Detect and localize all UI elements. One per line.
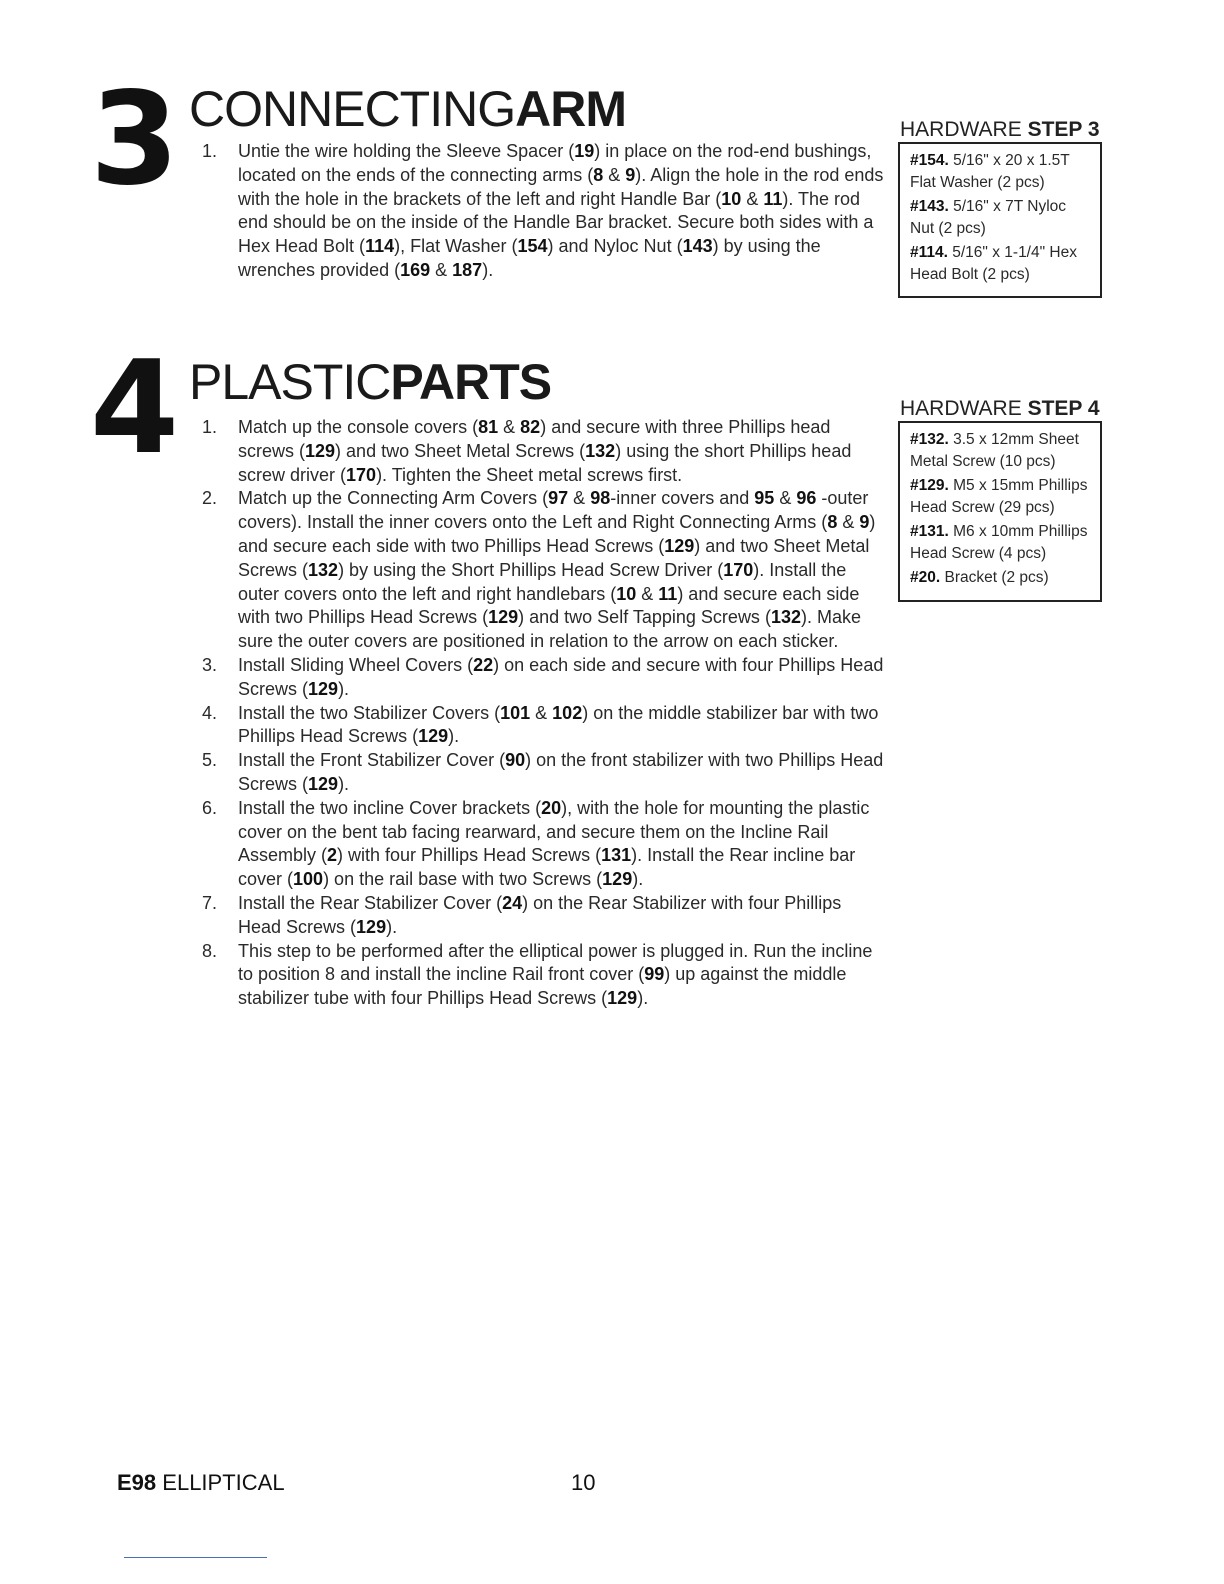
- step-text: ) by using the wrenches provided (: [238, 236, 821, 280]
- part-number: 81: [478, 417, 499, 437]
- step-text: Install the two incline Cover brackets (: [238, 797, 542, 818]
- page-number: 10: [571, 1470, 596, 1495]
- step-text: ) on the front stabilizer with two Phillips Head Screws (: [238, 750, 884, 794]
- part-number: 169: [400, 259, 431, 280]
- step-text: Install the Front Stabilizer Cover (: [238, 750, 506, 771]
- hardware-heading-step: STEP 4: [1027, 397, 1100, 420]
- part-number: 170: [723, 559, 754, 580]
- step-text: Install the two Stabilizer Covers (: [238, 702, 501, 723]
- part-number: 19: [574, 141, 595, 161]
- step-index: 1.: [202, 417, 218, 437]
- section-title-light: PLASTIC: [189, 354, 391, 410]
- hardware-item-id: #20.: [910, 569, 941, 586]
- part-number: 114: [365, 236, 395, 257]
- step-text: &: [774, 488, 797, 509]
- hardware-item: [910, 429, 1090, 472]
- instruction-step: [196, 140, 886, 283]
- step-text: ).: [386, 916, 398, 937]
- hardware-heading: [898, 118, 1102, 144]
- hardware-item: [910, 150, 1090, 193]
- step-text: ).: [637, 988, 649, 1009]
- hardware-heading-label: HARDWARE: [900, 118, 1022, 141]
- section-title-plastic-parts: [189, 354, 552, 410]
- hardware-item-id: #132.: [910, 431, 949, 448]
- hardware-item: [910, 475, 1090, 518]
- instruction-step: [196, 702, 886, 750]
- hardware-heading: [898, 397, 1102, 423]
- section-title-light: CONNECTING: [189, 81, 516, 137]
- step-text: ). Align the hole in the rod ends with the hole in the brackets of the left and right Handle Bar (: [238, 164, 884, 209]
- part-number: 20: [541, 797, 562, 818]
- step-text: ).: [338, 678, 350, 699]
- part-number: 82: [520, 417, 541, 437]
- step-index: 1.: [202, 141, 218, 161]
- instruction-step: [196, 797, 886, 892]
- instruction-step: [196, 654, 886, 702]
- part-number: 143: [682, 236, 713, 257]
- section-title-bold: PARTS: [390, 354, 552, 410]
- hardware-box-step-3: [898, 118, 1102, 298]
- step-text: -outer covers). Install the inner covers onto the Left and Right Connecting Arms (: [238, 488, 869, 533]
- hardware-item: [910, 521, 1090, 564]
- part-number: 10: [721, 188, 742, 209]
- step-text: &: [741, 188, 764, 209]
- part-number: 11: [658, 583, 678, 604]
- part-number: 99: [644, 964, 665, 985]
- step-text: ) on the rail base with two Screws (: [323, 869, 603, 890]
- step-text: Match up the Connecting Arm Covers (: [238, 488, 549, 509]
- hardware-item: [910, 196, 1090, 239]
- hardware-item-desc: M5 x 15mm Phillips Head Screw (29 pcs): [910, 477, 1088, 516]
- section-title-bold: ARM: [515, 81, 626, 137]
- step-text: &: [636, 583, 659, 604]
- step-text: ) on the middle stabilizer bar with two Phillips Head Screws (: [238, 702, 879, 747]
- instruction-step: [196, 940, 886, 1011]
- step-text: Install Sliding Wheel Covers (: [238, 654, 474, 675]
- hardware-item-id: #131.: [910, 523, 949, 540]
- footer-divider: [124, 1557, 267, 1558]
- step-text: ) and two Sheet Metal Screws (: [335, 440, 586, 461]
- step-text: ). The rod end should be on the inside of the Handle Bar bracket. Secure both sides with a Hex Head Bolt (: [238, 188, 874, 257]
- part-number: 9: [625, 164, 636, 185]
- step-text: ) on the Rear Stabilizer with four Phillips Head Screws (: [238, 892, 842, 937]
- step-text: -inner covers and: [610, 488, 755, 509]
- footer-model: [117, 1470, 285, 1496]
- step-text: ), with the hole for mounting the plastic cover on the bent tab facing rearward, and secure them on the Incline Rail Assembly (: [238, 797, 870, 866]
- part-number: 129: [305, 440, 336, 461]
- part-number: 9: [859, 512, 870, 533]
- part-number: 95: [754, 488, 775, 509]
- step-text: ) in place on the rod-end bushings, located on the ends of the connecting arms (: [238, 141, 872, 185]
- step-text: ) and two Sheet Metal Screws (: [238, 535, 870, 580]
- hardware-item-id: #114.: [910, 244, 948, 261]
- footer-model-name: ELLIPTICAL: [162, 1470, 285, 1495]
- part-number: 170: [346, 464, 377, 485]
- step-text: &: [837, 512, 860, 533]
- part-number: 129: [418, 726, 449, 747]
- instruction-list: [196, 140, 886, 283]
- step-text: &: [530, 702, 553, 723]
- part-number: 10: [616, 583, 637, 604]
- step-text: ). Install the outer covers onto the left and right handlebars (: [238, 559, 847, 604]
- part-number: 129: [308, 678, 339, 699]
- hardware-heading-label: HARDWARE: [900, 397, 1022, 420]
- step-index: 8.: [202, 940, 218, 961]
- hardware-item-desc: 5/16" x 1-1/4" Hex Head Bolt (2 pcs): [910, 244, 1077, 283]
- part-number: 187: [452, 259, 483, 280]
- hardware-item-id: #154.: [910, 152, 949, 169]
- step-text: Untie the wire holding the Sleeve Spacer (: [238, 141, 575, 161]
- hardware-box-step-4: [898, 397, 1102, 602]
- hardware-list: [898, 423, 1102, 602]
- hardware-item-desc: 3.5 x 12mm Sheet Metal Screw (10 pcs): [910, 431, 1079, 470]
- instruction-step: [196, 892, 886, 940]
- step-text: ) with four Phillips Head Screws (: [337, 845, 602, 866]
- step-text: ) using the short Phillips head screw driver (: [238, 440, 852, 485]
- part-number: 98: [590, 488, 611, 509]
- step-text: ) up against the middle stabilizer tube with four Phillips Head Screws (: [238, 964, 847, 1009]
- step-text: This step to be performed after the elliptical power is plugged in. Run the incline to position 8 and install the incline Rail front cover (: [238, 940, 873, 985]
- hardware-item: [910, 242, 1090, 285]
- step-text: ) and Nyloc Nut (: [547, 236, 683, 257]
- step-text: ). Make sure the outer covers are positioned in relation to the arrow on each sticker.: [238, 607, 861, 652]
- step-text: ) on each side and secure with four Phillips Head Screws (: [238, 654, 884, 699]
- instruction-step: [196, 416, 886, 487]
- step-text: &: [498, 417, 521, 437]
- step-index: 7.: [202, 892, 218, 913]
- step-text: &: [603, 164, 626, 185]
- step-text: ), Flat Washer (: [394, 236, 518, 257]
- hardware-item-desc: Bracket (2 pcs): [944, 569, 1049, 586]
- hardware-heading-step: STEP 3: [1027, 118, 1100, 141]
- step-text: ).: [632, 869, 644, 890]
- part-number: 129: [664, 535, 695, 556]
- step-text: ) and two Self Tapping Screws (: [518, 607, 771, 628]
- part-number: 97: [548, 488, 569, 509]
- part-number: 131: [601, 845, 632, 866]
- footer-model-code: E98: [117, 1470, 157, 1495]
- step-text: ) and secure each side with two Phillips Head Screws (: [238, 512, 876, 556]
- part-number: 154: [517, 236, 548, 257]
- step-text: ) and secure with three Phillips head screws (: [238, 417, 831, 461]
- instruction-list: [196, 416, 886, 1011]
- step-text: ). Tighten the Sheet metal screws first.: [376, 464, 683, 485]
- section-title-connecting-arm: [189, 81, 626, 137]
- part-number: 129: [607, 988, 638, 1009]
- hardware-item-desc: 5/16" x 7T Nyloc Nut (2 pcs): [910, 198, 1067, 237]
- hardware-item-desc: M6 x 10mm Phillips Head Screw (4 pcs): [910, 523, 1088, 562]
- part-number: 8: [827, 512, 838, 533]
- step-index: 2.: [202, 488, 218, 509]
- step-index: 3.: [202, 654, 218, 675]
- part-number: 22: [473, 654, 494, 675]
- part-number: 101: [500, 702, 531, 723]
- part-number: 8: [593, 164, 604, 185]
- step-text: ) by using the Short Phillips Head Screw Driver (: [338, 559, 724, 580]
- step-index: 4.: [202, 702, 218, 723]
- part-number: 132: [585, 440, 616, 461]
- step-text: ) and secure each side with two Phillips Head Screws (: [238, 583, 860, 628]
- part-number: 11: [763, 188, 783, 209]
- instruction-step: [196, 487, 886, 654]
- step-text: Install the Rear Stabilizer Cover (: [238, 892, 503, 913]
- hardware-list: [898, 144, 1102, 298]
- part-number: 100: [293, 869, 324, 890]
- part-number: 129: [308, 773, 339, 794]
- step-text: ).: [338, 773, 350, 794]
- step-index: 5.: [202, 750, 218, 771]
- step-text: &: [430, 259, 453, 280]
- step-text: Match up the console covers (: [238, 417, 479, 437]
- step-text: &: [568, 488, 591, 509]
- part-number: 102: [552, 702, 583, 723]
- part-number: 132: [770, 607, 801, 628]
- part-number: 24: [502, 892, 523, 913]
- step-number-4: 4: [90, 334, 180, 483]
- step-index: 6.: [202, 797, 218, 818]
- hardware-item-desc: 5/16" x 20 x 1.5T Flat Washer (2 pcs): [910, 152, 1070, 191]
- hardware-item: [910, 567, 1090, 589]
- hardware-item-id: #143.: [910, 198, 949, 215]
- instruction-step: [196, 749, 886, 797]
- part-number: 129: [356, 916, 387, 937]
- step-text: ). Install the Rear incline bar cover (: [238, 845, 856, 890]
- step-text: ).: [482, 259, 494, 280]
- part-number: 132: [308, 559, 339, 580]
- step-number-3: 3: [90, 65, 180, 214]
- part-number: 2: [327, 845, 338, 866]
- hardware-item-id: #129.: [910, 477, 949, 494]
- part-number: 96: [796, 488, 817, 509]
- step-text: ).: [448, 726, 460, 747]
- part-number: 90: [505, 750, 526, 771]
- part-number: 129: [602, 869, 633, 890]
- part-number: 129: [488, 607, 519, 628]
